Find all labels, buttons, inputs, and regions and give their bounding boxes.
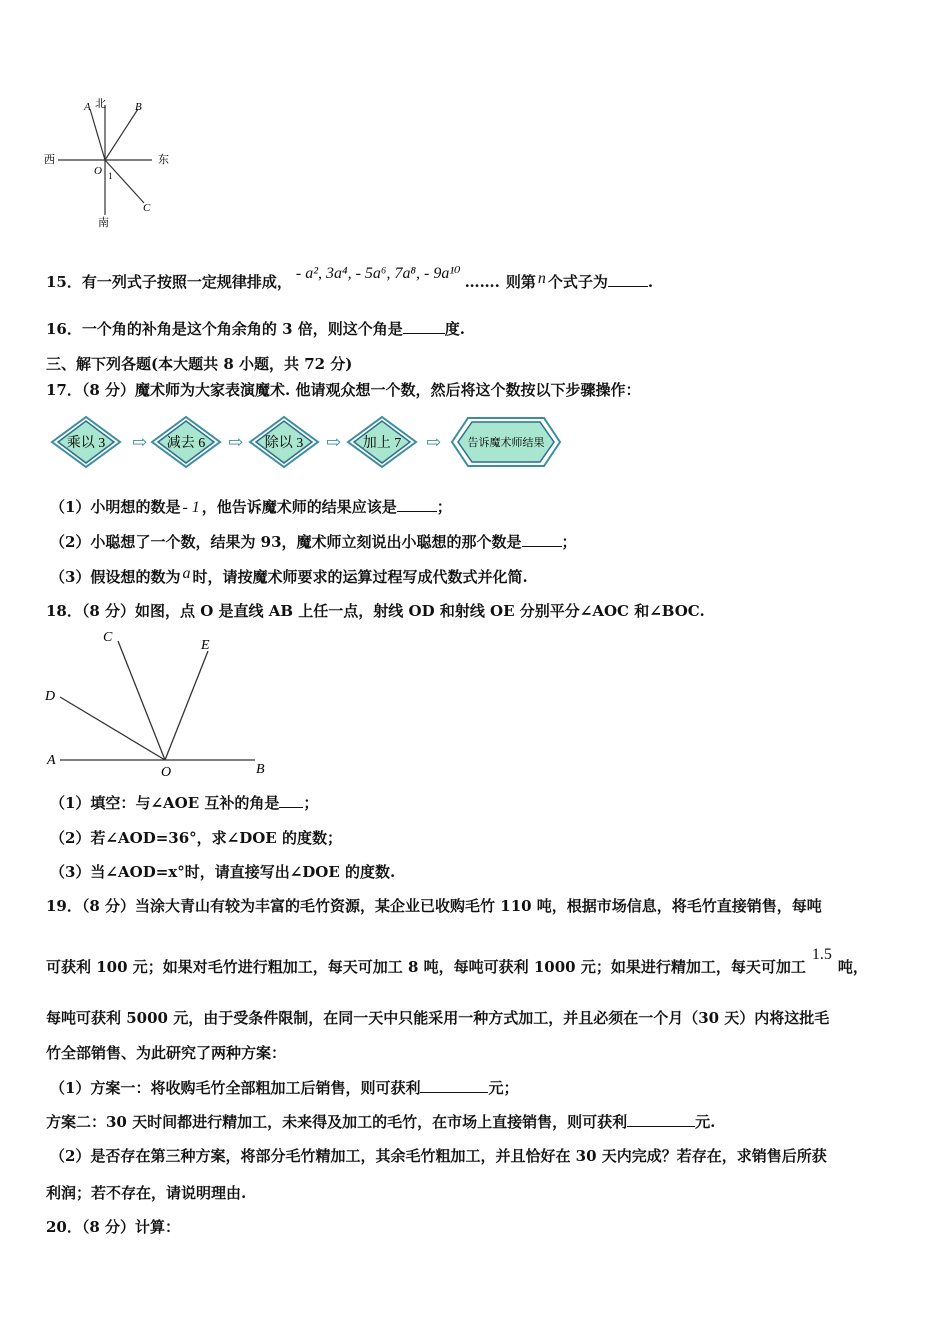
compass-label-one: 1 <box>108 171 113 181</box>
q15-sequence: - a², 3a⁴, - 5a⁶, 7a⁸, - 9a¹⁰ <box>295 265 461 282</box>
compass-label-north: 北 <box>95 98 106 110</box>
q17-p1-blank[interactable] <box>397 497 437 512</box>
q15-prefix: 15．有一列式子按照一定规律排成， <box>46 273 292 291</box>
compass-label-east: 东 <box>158 154 169 166</box>
question-18-stem: 18．（8 分）如图，点 O 是直线 AB 上任一点，射线 OD 和射线 OE 分别平分∠AOC 和∠BOC. <box>46 602 705 620</box>
q15-end: . <box>647 273 654 291</box>
question-18-part-2: （2）若∠AOD=36°，求∠DOE 的度数； <box>50 829 342 847</box>
fig-label-d: D <box>45 689 56 704</box>
fig-label-c: C <box>103 630 113 645</box>
angle-figure <box>40 625 280 780</box>
q16-answer-blank[interactable] <box>403 319 445 334</box>
flow-step-1-label: 乘以 3 <box>66 436 106 451</box>
q17-p1-value: - 1 <box>182 499 200 516</box>
q19-l6-end: 元. <box>695 1113 716 1131</box>
question-17-part-1 <box>50 497 452 518</box>
flow-final-step <box>452 418 560 466</box>
fig-label-e: E <box>201 638 210 653</box>
compass-figure <box>40 95 180 230</box>
q16-text: 16．一个角的补角是这个角余角的 3 倍，则这个角是 <box>46 320 403 338</box>
flow-step-3 <box>250 417 318 467</box>
q19-plan2-blank[interactable] <box>627 1112 695 1127</box>
flow-arrow-3: ⇨ <box>326 432 342 452</box>
question-19-line-7: （2）是否存在第三种方案，将部分毛竹精加工，其余毛竹粗加工，并且恰好在 30 天内完成？若存在，求销售后所获 <box>50 1147 827 1165</box>
question-16 <box>46 319 465 339</box>
question-19-line-8: 利润；若不存在，请说明理由. <box>46 1184 247 1202</box>
q19-l6-text: 方案二：30 天时间都进行精加工，未来得及加工的毛竹，在市场上直接销售，则可获利 <box>46 1113 628 1131</box>
question-20-stem: 20．（8 分）计算： <box>46 1218 181 1236</box>
flow-arrow-1: ⇨ <box>132 432 148 452</box>
q15-suffix: 个式子为 <box>547 273 608 291</box>
question-17-stem: 17．（8 分）魔术师为大家表演魔术. 他请观众想一个数，然后将这个数按以下步骤操作： <box>46 381 641 399</box>
q17-p2-text: （2）小聪想了一个数，结果为 93，魔术师立刻说出小聪想的那个数是 <box>50 533 522 551</box>
q17-p3-var: a <box>182 565 191 582</box>
question-19-line-4: 竹全部销售、为此研究了两种方案： <box>46 1044 287 1062</box>
compass-label-b: B <box>135 101 142 113</box>
q15-answer-blank[interactable] <box>608 272 648 287</box>
q15-mid: 则第 <box>505 273 536 291</box>
q15-n: n <box>537 270 546 287</box>
compass-label-south: 南 <box>98 217 109 229</box>
flow-step-2 <box>152 417 220 467</box>
q16-end: 度. <box>444 320 465 338</box>
q17-p2-blank[interactable] <box>522 532 562 547</box>
q19-l2-value: 1.5 <box>811 946 832 963</box>
compass-label-c: C <box>143 202 151 214</box>
section-3-title: 三、解下列各题(本大题共 8 小题，共 72 分) <box>46 355 353 373</box>
question-17-part-3 <box>50 567 528 588</box>
q18-p1-blank[interactable] <box>279 793 303 808</box>
question-19-line-1: 19．（8 分）当涂大青山有较为丰富的毛竹资源，某企业已收购毛竹 110 吨，根据市场信息，将毛竹直接销售，每吨 <box>46 897 822 915</box>
q17-p3-text-b: 时，请按魔术师要求的运算过程写成代数式并化简. <box>192 568 528 586</box>
fig-label-o: O <box>161 765 172 780</box>
flow-final-label: 告诉魔术师结果 <box>467 437 545 449</box>
flow-step-4 <box>348 417 416 467</box>
question-19-line-3: 每吨可获利 5000 元，由于受条件限制，在同一天中只能采用一种方式加工，并且必须在一个月（30 天）内将这批毛 <box>46 1009 830 1027</box>
q19-l5-text: （1）方案一：将收购毛竹全部粗加工后销售，则可获利 <box>50 1079 421 1097</box>
magic-flow-diagram <box>48 415 568 470</box>
q19-l2-end: 吨， <box>837 958 868 976</box>
flow-step-3-label: 除以 3 <box>264 436 304 451</box>
flow-step-2-label: 减去 6 <box>166 436 206 451</box>
flow-arrow-4: ⇨ <box>426 432 442 452</box>
question-15 <box>46 265 654 293</box>
q18-p1-end: ； <box>303 794 319 812</box>
q15-ellipsis: ……. <box>464 273 500 291</box>
flow-step-4-label: 加上 7 <box>362 436 402 451</box>
question-17-part-2 <box>50 532 577 552</box>
flow-arrow-2: ⇨ <box>228 432 244 452</box>
question-19-line-5 <box>50 1078 518 1098</box>
compass-label-o: O <box>94 165 102 177</box>
question-18-part-3: （3）当∠AOD=x°时，请直接写出∠DOE 的度数. <box>50 863 396 881</box>
q19-l5-end: 元； <box>488 1079 519 1097</box>
q18-p1-text: （1）填空：与∠AOE 互补的角是 <box>50 794 280 812</box>
flow-step-1 <box>52 417 120 467</box>
question-19-line-6 <box>46 1112 715 1132</box>
fig-label-b: B <box>256 762 265 777</box>
compass-label-a: A <box>84 101 91 113</box>
question-19-line-2 <box>46 946 868 978</box>
q17-p2-end: ； <box>561 533 577 551</box>
q17-p3-text: （3）假设想的数为 <box>50 568 181 586</box>
q19-plan1-blank[interactable] <box>420 1078 488 1093</box>
q17-p1-text-b: ，他告诉魔术师的结果应该是 <box>201 498 397 516</box>
q17-p1-end: ； <box>436 498 452 516</box>
q17-p1-text: （1）小明想的数是 <box>50 498 181 516</box>
fig-label-a: A <box>47 753 56 768</box>
q19-l2-text: 可获利 100 元；如果对毛竹进行粗加工，每天可加工 8 吨，每吨可获利 1000 元；如果进行精加工，每天可加工 <box>46 958 806 976</box>
compass-label-west: 西 <box>44 154 55 166</box>
question-18-part-1 <box>50 793 318 813</box>
